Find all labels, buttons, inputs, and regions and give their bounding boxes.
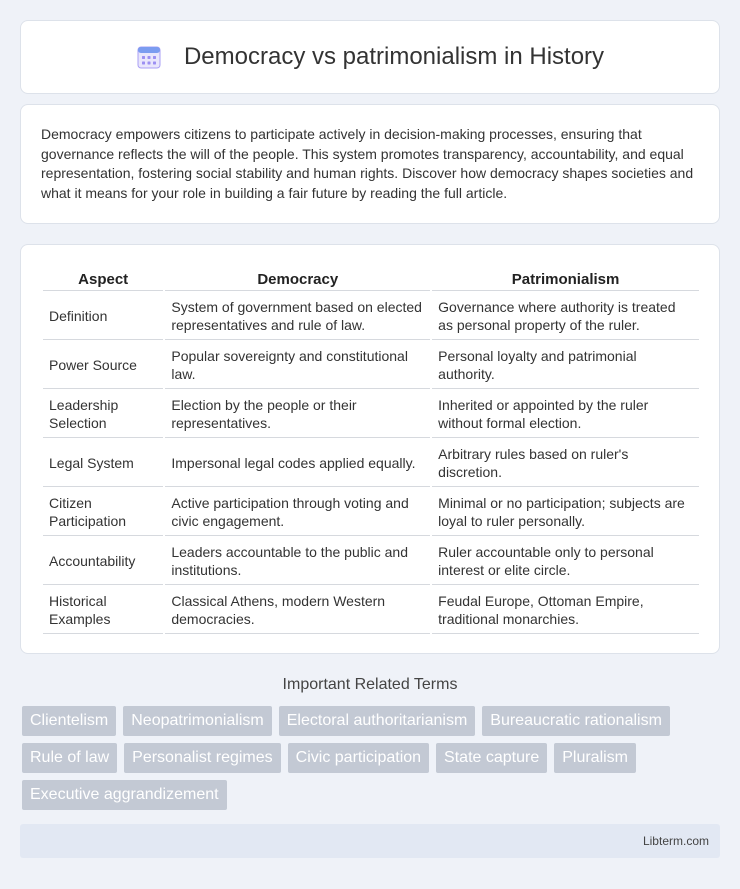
table-row bbox=[43, 391, 699, 438]
aspect-cell: Power Source bbox=[43, 342, 163, 389]
democracy-cell: Election by the people or their representatives. bbox=[165, 391, 430, 438]
table-row bbox=[43, 538, 699, 585]
aspect-cell: Citizen Participation bbox=[43, 489, 163, 536]
democracy-cell: Popular sovereignty and constitutional law. bbox=[165, 342, 430, 389]
patrimonialism-cell: Feudal Europe, Ottoman Empire, traditional monarchies. bbox=[432, 587, 699, 634]
page-title: Democracy vs patrimonialism in History bbox=[183, 43, 605, 70]
aspect-cell: Accountability bbox=[43, 538, 163, 585]
related-terms-list bbox=[22, 706, 722, 810]
related-term-tag[interactable]: Executive aggrandizement bbox=[22, 780, 227, 810]
patrimonialism-cell: Arbitrary rules based on ruler's discretion. bbox=[432, 440, 699, 487]
related-term-tag[interactable]: State capture bbox=[436, 743, 547, 773]
intro-card bbox=[20, 104, 720, 224]
intro-text: Democracy empowers citizens to participate actively in decision-making processes, ensuring that governance reflects the will of the people. This system promotes transparency, accountability, and equal representation, fostering social stability and human rights. Discover how democracy shapes societies and what it means for your role in building a fair future by reading the full article. bbox=[41, 126, 694, 201]
table-header-row bbox=[43, 267, 699, 291]
table-row bbox=[43, 587, 699, 634]
democracy-cell: Impersonal legal codes applied equally. bbox=[165, 440, 430, 487]
header-democracy: Democracy bbox=[165, 267, 430, 291]
header-patrimonialism: Patrimonialism bbox=[432, 267, 699, 291]
patrimonialism-cell: Inherited or appointed by the ruler without formal election. bbox=[432, 391, 699, 438]
democracy-cell: Leaders accountable to the public and institutions. bbox=[165, 538, 430, 585]
title-card bbox=[20, 20, 720, 94]
comparison-table bbox=[41, 265, 701, 636]
related-term-tag[interactable]: Electoral authoritarianism bbox=[279, 706, 476, 736]
related-term-tag[interactable]: Pluralism bbox=[554, 743, 636, 773]
related-term-tag[interactable]: Neopatrimonialism bbox=[123, 706, 272, 736]
header-aspect: Aspect bbox=[43, 267, 163, 291]
table-row bbox=[43, 342, 699, 389]
related-term-tag[interactable]: Rule of law bbox=[22, 743, 117, 773]
democracy-cell: System of government based on elected representatives and rule of law. bbox=[165, 293, 430, 340]
footer-site-link[interactable]: Libterm.com bbox=[642, 834, 709, 848]
comparison-table-card bbox=[20, 244, 720, 654]
related-term-tag[interactable]: Bureaucratic rationalism bbox=[482, 706, 670, 736]
aspect-cell: Historical Examples bbox=[43, 587, 163, 634]
footer bbox=[20, 824, 720, 858]
related-term-tag[interactable]: Personalist regimes bbox=[124, 743, 281, 773]
aspect-cell: Legal System bbox=[43, 440, 163, 487]
related-term-tag[interactable]: Civic participation bbox=[288, 743, 429, 773]
patrimonialism-cell: Minimal or no participation; subjects are loyal to ruler personally. bbox=[432, 489, 699, 536]
aspect-cell: Definition bbox=[43, 293, 163, 340]
calendar-grid-icon bbox=[136, 44, 162, 70]
patrimonialism-cell: Ruler accountable only to personal interest or elite circle. bbox=[432, 538, 699, 585]
table-row bbox=[43, 489, 699, 536]
democracy-cell: Classical Athens, modern Western democracies. bbox=[165, 587, 430, 634]
patrimonialism-cell: Governance where authority is treated as personal property of the ruler. bbox=[432, 293, 699, 340]
table-row bbox=[43, 440, 699, 487]
table-row bbox=[43, 293, 699, 340]
aspect-cell: Leadership Selection bbox=[43, 391, 163, 438]
related-term-tag[interactable]: Clientelism bbox=[22, 706, 116, 736]
patrimonialism-cell: Personal loyalty and patrimonial authority. bbox=[432, 342, 699, 389]
democracy-cell: Active participation through voting and civic engagement. bbox=[165, 489, 430, 536]
related-terms-title: Important Related Terms bbox=[282, 676, 458, 693]
